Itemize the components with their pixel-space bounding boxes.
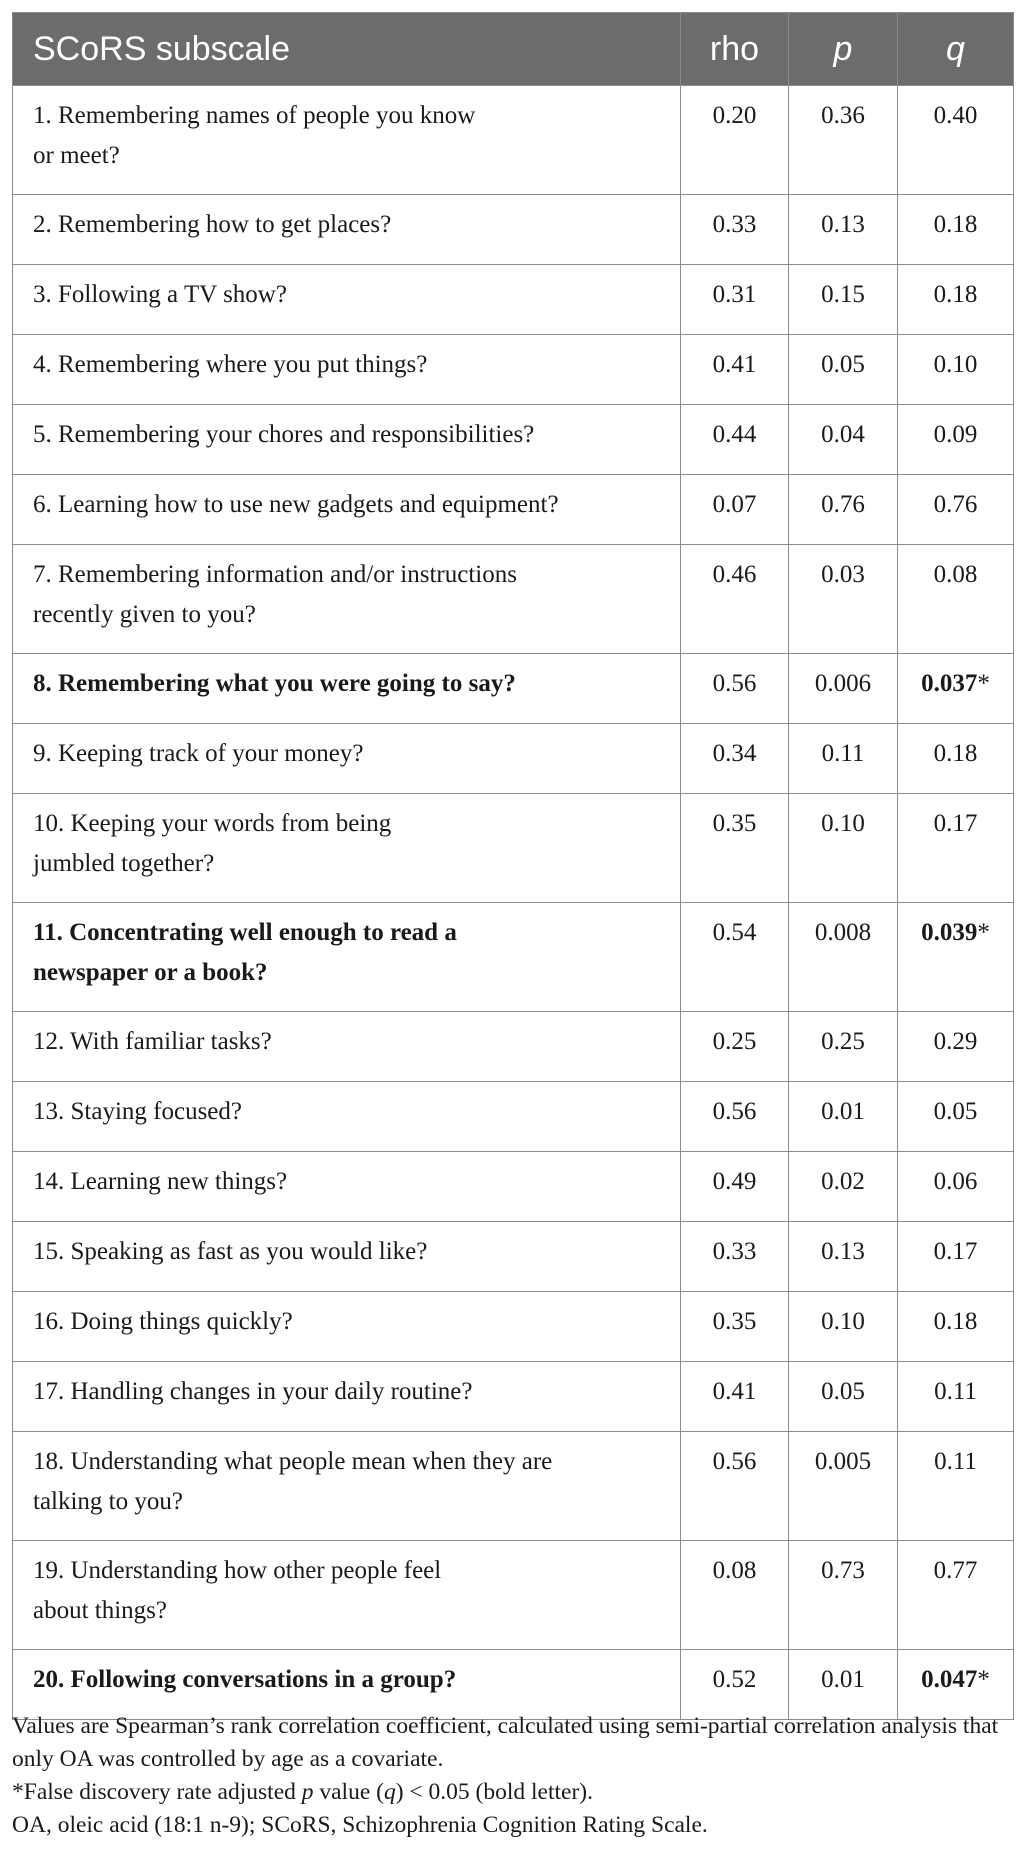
q-cell bbox=[898, 1362, 1014, 1432]
q-value: 0.10 bbox=[933, 351, 978, 378]
q-cell bbox=[898, 794, 1014, 903]
table-row bbox=[13, 903, 1014, 1012]
significance-star: * bbox=[977, 670, 990, 697]
q-cell bbox=[898, 1222, 1014, 1292]
rho-cell: 0.07 bbox=[681, 475, 789, 545]
subscale-cell bbox=[13, 1082, 681, 1152]
p-cell: 0.13 bbox=[789, 195, 898, 265]
q-cell bbox=[898, 1012, 1014, 1082]
header-row bbox=[13, 13, 1014, 86]
subscale-line: 5. Remembering your chores and responsibilities? bbox=[33, 421, 535, 448]
subscale-cell bbox=[13, 475, 681, 545]
rho-cell: 0.46 bbox=[681, 545, 789, 654]
table-row bbox=[13, 1292, 1014, 1362]
table-row bbox=[13, 405, 1014, 475]
subscale-cell bbox=[13, 335, 681, 405]
footnote-values: Values are Spearman’s rank correlation coefficient, calculated using semi-partial correlation analysis that only OA was controlled by age as a covariate. bbox=[12, 1713, 999, 1772]
rho-cell: 0.54 bbox=[681, 903, 789, 1012]
table-row bbox=[13, 724, 1014, 794]
subscale-line: 14. Learning new things? bbox=[33, 1168, 288, 1195]
table-body bbox=[13, 86, 1014, 1720]
p-cell: 0.006 bbox=[789, 654, 898, 724]
subscale-cell bbox=[13, 265, 681, 335]
table-footnotes bbox=[12, 1710, 1018, 1842]
subscale-cell bbox=[13, 86, 681, 195]
q-cell bbox=[898, 1541, 1014, 1650]
subscale-line: 17. Handling changes in your daily routine? bbox=[33, 1378, 473, 1405]
subscale-cell bbox=[13, 1012, 681, 1082]
subscale-line: 18. Understanding what people mean when they are bbox=[33, 1448, 553, 1475]
rho-cell: 0.25 bbox=[681, 1012, 789, 1082]
p-cell: 0.73 bbox=[789, 1541, 898, 1650]
footnote-fdr-text-b: value ( bbox=[313, 1779, 384, 1805]
rho-cell: 0.52 bbox=[681, 1650, 789, 1720]
table-row bbox=[13, 1152, 1014, 1222]
q-value: 0.037 bbox=[921, 670, 978, 697]
p-cell: 0.10 bbox=[789, 1292, 898, 1362]
table-row bbox=[13, 1082, 1014, 1152]
q-cell bbox=[898, 1152, 1014, 1222]
subscale-line: 3. Following a TV show? bbox=[33, 281, 287, 308]
p-cell: 0.05 bbox=[789, 1362, 898, 1432]
p-cell: 0.13 bbox=[789, 1222, 898, 1292]
p-cell: 0.005 bbox=[789, 1432, 898, 1541]
rho-cell: 0.56 bbox=[681, 1432, 789, 1541]
q-cell bbox=[898, 1650, 1014, 1720]
q-value: 0.76 bbox=[933, 491, 978, 518]
subscale-cell bbox=[13, 405, 681, 475]
rho-cell: 0.56 bbox=[681, 654, 789, 724]
subscale-line: 16. Doing things quickly? bbox=[33, 1308, 293, 1335]
table-row bbox=[13, 335, 1014, 405]
q-value: 0.18 bbox=[933, 740, 978, 767]
rho-cell: 0.44 bbox=[681, 405, 789, 475]
subscale-line: newspaper or a book? bbox=[33, 959, 268, 986]
rho-cell: 0.35 bbox=[681, 1292, 789, 1362]
table-row bbox=[13, 475, 1014, 545]
p-cell: 0.76 bbox=[789, 475, 898, 545]
q-value: 0.06 bbox=[933, 1168, 978, 1195]
subscale-cell bbox=[13, 1292, 681, 1362]
subscale-line: 9. Keeping track of your money? bbox=[33, 740, 364, 767]
q-cell bbox=[898, 903, 1014, 1012]
rho-cell: 0.41 bbox=[681, 335, 789, 405]
q-cell bbox=[898, 405, 1014, 475]
p-cell: 0.01 bbox=[789, 1082, 898, 1152]
subscale-cell bbox=[13, 545, 681, 654]
rho-cell: 0.31 bbox=[681, 265, 789, 335]
q-cell bbox=[898, 654, 1014, 724]
subscale-cell bbox=[13, 724, 681, 794]
p-cell: 0.02 bbox=[789, 1152, 898, 1222]
p-cell: 0.11 bbox=[789, 724, 898, 794]
table-row bbox=[13, 545, 1014, 654]
p-cell: 0.04 bbox=[789, 405, 898, 475]
subscale-line: jumbled together? bbox=[33, 850, 215, 877]
subscale-line: 4. Remembering where you put things? bbox=[33, 351, 428, 378]
q-value: 0.18 bbox=[933, 211, 978, 238]
header-subscale: SCoRS subscale bbox=[13, 13, 681, 86]
q-cell bbox=[898, 195, 1014, 265]
subscale-line: 7. Remembering information and/or instructions bbox=[33, 561, 517, 588]
subscale-line: 20. Following conversations in a group? bbox=[33, 1666, 457, 1693]
footnote-abbreviations: OA, oleic acid (18:1 n-9); SCoRS, Schizophrenia Cognition Rating Scale. bbox=[12, 1812, 708, 1838]
p-cell: 0.36 bbox=[789, 86, 898, 195]
subscale-line: 12. With familiar tasks? bbox=[33, 1028, 272, 1055]
subscale-line: 1. Remembering names of people you know bbox=[33, 102, 476, 129]
q-value: 0.08 bbox=[933, 561, 978, 588]
q-value: 0.047 bbox=[921, 1666, 978, 1693]
q-value: 0.17 bbox=[933, 1238, 978, 1265]
q-value: 0.29 bbox=[933, 1028, 978, 1055]
rho-cell: 0.34 bbox=[681, 724, 789, 794]
table-row bbox=[13, 1362, 1014, 1432]
subscale-cell bbox=[13, 1222, 681, 1292]
table-row bbox=[13, 195, 1014, 265]
q-cell bbox=[898, 1292, 1014, 1362]
p-cell: 0.05 bbox=[789, 335, 898, 405]
header-rho: rho bbox=[681, 13, 789, 86]
rho-cell: 0.33 bbox=[681, 1222, 789, 1292]
rho-cell: 0.08 bbox=[681, 1541, 789, 1650]
p-cell: 0.008 bbox=[789, 903, 898, 1012]
rho-cell: 0.33 bbox=[681, 195, 789, 265]
significance-star: * bbox=[977, 1666, 990, 1693]
subscale-cell bbox=[13, 1432, 681, 1541]
q-cell bbox=[898, 265, 1014, 335]
q-value: 0.77 bbox=[933, 1557, 978, 1584]
subscale-cell bbox=[13, 1362, 681, 1432]
q-cell bbox=[898, 335, 1014, 405]
q-cell bbox=[898, 545, 1014, 654]
footnote-fdr bbox=[12, 1776, 1018, 1809]
subscale-line: 15. Speaking as fast as you would like? bbox=[33, 1238, 428, 1265]
table-header bbox=[13, 13, 1014, 86]
subscale-cell bbox=[13, 1541, 681, 1650]
header-q: q bbox=[898, 13, 1014, 86]
q-value: 0.18 bbox=[933, 281, 978, 308]
subscale-line: 10. Keeping your words from being bbox=[33, 810, 392, 837]
p-cell: 0.15 bbox=[789, 265, 898, 335]
subscale-line: recently given to you? bbox=[33, 601, 256, 628]
table-row bbox=[13, 654, 1014, 724]
rho-cell: 0.49 bbox=[681, 1152, 789, 1222]
subscale-line: 8. Remembering what you were going to say? bbox=[33, 670, 516, 697]
footnote-fdr-text-a: *False discovery rate adjusted bbox=[12, 1779, 302, 1805]
subscale-cell bbox=[13, 654, 681, 724]
table-row bbox=[13, 86, 1014, 195]
table-row bbox=[13, 1650, 1014, 1720]
header-p: p bbox=[789, 13, 898, 86]
footnote-fdr-q: q bbox=[383, 1779, 396, 1805]
table-row bbox=[13, 1432, 1014, 1541]
q-cell bbox=[898, 724, 1014, 794]
q-cell bbox=[898, 475, 1014, 545]
p-cell: 0.03 bbox=[789, 545, 898, 654]
q-value: 0.05 bbox=[933, 1098, 978, 1125]
table-container bbox=[12, 12, 1013, 1720]
rho-cell: 0.35 bbox=[681, 794, 789, 903]
q-value: 0.09 bbox=[933, 421, 978, 448]
subscale-line: 11. Concentrating well enough to read a bbox=[33, 919, 457, 946]
p-cell: 0.01 bbox=[789, 1650, 898, 1720]
subscale-cell bbox=[13, 195, 681, 265]
q-value: 0.039 bbox=[921, 919, 978, 946]
table-row bbox=[13, 1222, 1014, 1292]
subscale-cell bbox=[13, 794, 681, 903]
table-row bbox=[13, 794, 1014, 903]
subscale-line: about things? bbox=[33, 1597, 168, 1624]
p-cell: 0.10 bbox=[789, 794, 898, 903]
q-value: 0.40 bbox=[933, 102, 978, 129]
q-cell bbox=[898, 1432, 1014, 1541]
rho-cell: 0.41 bbox=[681, 1362, 789, 1432]
q-value: 0.17 bbox=[933, 810, 978, 837]
table-row bbox=[13, 1012, 1014, 1082]
subscale-line: 2. Remembering how to get places? bbox=[33, 211, 392, 238]
q-value: 0.11 bbox=[934, 1448, 977, 1475]
footnote-fdr-text-c: ) < 0.05 (bold letter). bbox=[395, 1779, 594, 1805]
correlation-table bbox=[12, 12, 1014, 1720]
subscale-cell bbox=[13, 1650, 681, 1720]
subscale-cell bbox=[13, 1152, 681, 1222]
subscale-line: talking to you? bbox=[33, 1488, 183, 1515]
subscale-line: 6. Learning how to use new gadgets and equipment? bbox=[33, 491, 559, 518]
subscale-line: 19. Understanding how other people feel bbox=[33, 1557, 442, 1584]
subscale-line: or meet? bbox=[33, 142, 120, 169]
table-row bbox=[13, 265, 1014, 335]
rho-cell: 0.56 bbox=[681, 1082, 789, 1152]
subscale-cell bbox=[13, 903, 681, 1012]
table-row bbox=[13, 1541, 1014, 1650]
q-value: 0.11 bbox=[934, 1378, 977, 1405]
q-cell bbox=[898, 1082, 1014, 1152]
subscale-line: 13. Staying focused? bbox=[33, 1098, 242, 1125]
rho-cell: 0.20 bbox=[681, 86, 789, 195]
footnote-fdr-p: p bbox=[301, 1779, 314, 1805]
q-value: 0.18 bbox=[933, 1308, 978, 1335]
significance-star: * bbox=[977, 919, 990, 946]
p-cell: 0.25 bbox=[789, 1012, 898, 1082]
q-cell bbox=[898, 86, 1014, 195]
